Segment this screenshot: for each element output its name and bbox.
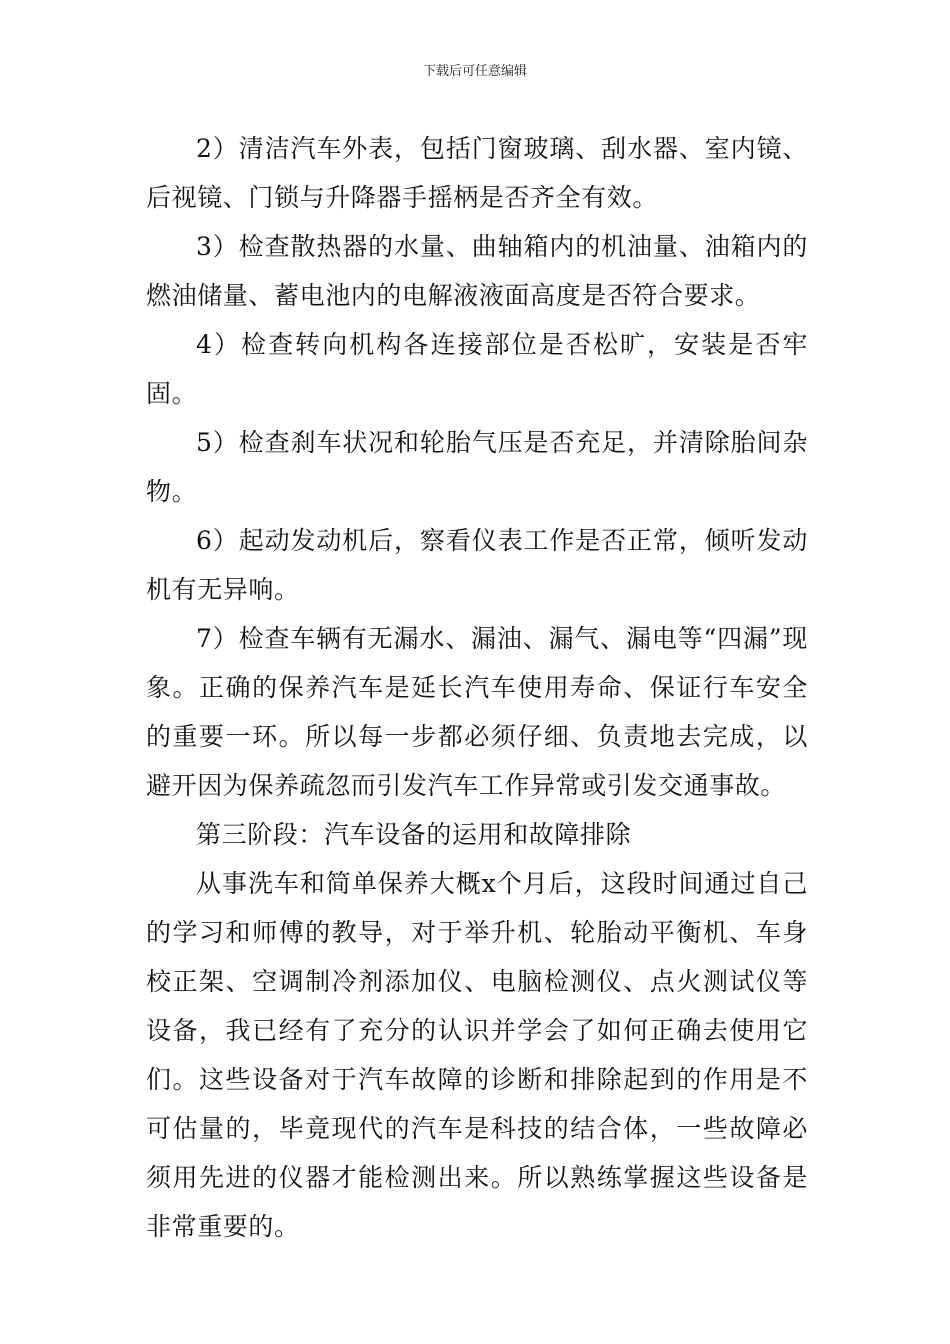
section-heading-stage-3: 第三阶段：汽车设备的运用和故障排除 bbox=[196, 820, 632, 849]
paragraph-step-2: 2）清洁汽车外表，包括门窗玻璃、刮水器、室内镜、后视镜、门锁与升降器手摇柄是否齐全有效。 bbox=[146, 134, 808, 212]
page-header-note: 下载后可任意编辑 bbox=[422, 64, 527, 79]
paragraph-step-5: 5）检查刹车状况和轮胎气压是否充足，并清除胎间杂物。 bbox=[146, 428, 808, 506]
paragraph-step-6: 6）起动发动机后，察看仪表工作是否正常，倾听发动机有无异响。 bbox=[146, 526, 808, 604]
paragraph-equipment-usage: 从事洗车和简单保养大概x个月后，这段时间通过自己的学习和师傅的教导，对于举升机、轮胎动平衡机、车身校正架、空调制冷剂添加仪、电脑检测仪、点火测试仪等设备，我已经有了充分的认识并学会了如何正确去使用它们。这些设备对于汽车故障的诊断和排除起到的作用是不可估量的，毕竟现代的汽车是科技的结合体，一些故障必须用先进的仪器才能检测出来。所以熟练掌握这些设备是非常重要的。 bbox=[146, 869, 808, 1241]
paragraph-step-3: 3）检查散热器的水量、曲轴箱内的机油量、油箱内的燃油储量、蓄电池内的电解液液面高度是否符合要求。 bbox=[146, 232, 808, 310]
paragraph-step-4: 4）检查转向机构各连接部位是否松旷，安装是否牢固。 bbox=[146, 330, 808, 408]
paragraph-step-7: 7）检查车辆有无漏水、漏油、漏气、漏电等“四漏”现象。正确的保养汽车是延长汽车使用寿命、保证行车安全的重要一环。所以每一步都必须仔细、负责地去完成，以避开因为保养疏忽而引发汽车工作异常或引发交通事故。 bbox=[146, 624, 808, 800]
document-body bbox=[146, 124, 808, 1251]
